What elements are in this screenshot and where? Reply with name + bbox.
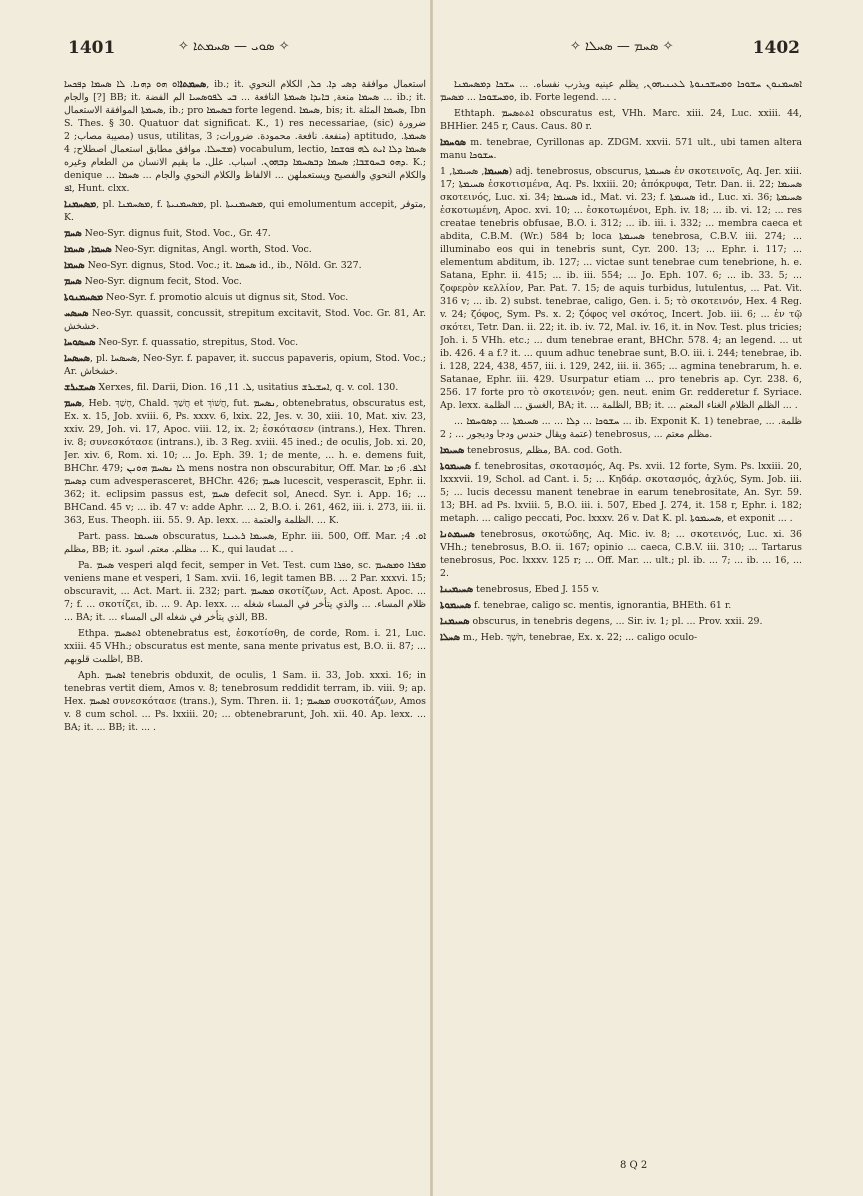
dictionary-entry (440, 444, 802, 457)
entry-headword: ܡܣܚܡܢܐ (64, 199, 97, 210)
entry-text: Neo-Syr. f. promotio alcuis ut dignus sit, Stod. Voc. (103, 292, 349, 303)
dictionary-entry (64, 627, 426, 666)
right-running-title: ✧ ܣܚܡ — ܣܚܠܐ ✧ (570, 39, 674, 54)
dictionary-entry (64, 227, 426, 240)
dictionary-entry (440, 528, 802, 580)
entry-headword: ܣܚܠܐ (440, 632, 460, 643)
entry-text: Neo-Syr. quassit, concussit, strepitum excitavit, Stod. Voc. Gr. 81, Ar. خشخش. (64, 308, 426, 332)
right-page-number: 1402 (752, 38, 800, 58)
dictionary-entry (64, 669, 426, 734)
entry-headword: ܣܚܡܐ (64, 260, 85, 271)
entry-text: Neo-Syr. dignitas, Angl. worth, Stod. Voc. (111, 244, 312, 255)
entry-text: Neo-Syr. dignus, Stod. Voc.; it. ܣܚܡܐ id., ib., Nöld. Gr. 327. (84, 260, 362, 271)
entry-headword: ܣܚܡܬܐ (179, 79, 207, 90)
entry-headword: ܣܚܝܡܐ (484, 166, 509, 177)
entry-text: , pl. ܡܣܚܡܢܐ, f. ܡܣܚܡܢܝܬܐ, pl. ܡܣܚܡܢܝܬܐ, qui emolumentum accepit, متوفر, K. (64, 199, 426, 223)
dictionary-entry (440, 136, 802, 162)
dictionary-entry (64, 78, 426, 195)
dictionary-entry (64, 291, 426, 304)
dictionary-entry (64, 259, 426, 272)
entry-text: , Heb. חָשַׁךְ, Chald. חֲשַׁךְ et חֲשׁוֹךְ, fut. ܢܣܚܡ, obtenebratus, obscuratus est, Ex. x. 15, Job. xviii. 6, Ps. xxxv. 6, lxix. 22, Jes. v. 30, xiii. 10, Mat. xiv. 23, xxiv. 29, Joh. vi. 17, Apoc. viii. 12, ix. 2; ἐσκότασεν (intrans.), Hex. Thren. iv. 8; συνεσκότασε (intrans.), ib. 3 Reg. xviii. 45 ined.; de oculis, Job. xi. 20, Jer. xiv. 6, Rom. xi. 10; ... Jo. Eph. 39. 1; de mente, ... h. e. demens fuit, BHChr. 479; ܠܐ ܢܣܚܡ ܗܘܢܢ mens nostra non obscurabitur, Off. Mar. ܐܠܦ. 6; ܡܐ ܕܣܚܡ cum advesperasceret, BHChr. 426; ܣܚܡ lucescit, vesperascit, Ephr. ii. 362; it. eclipsim passus est, ܣܚܡ defecit sol, Anecd. Syr. i. App. 16; ... BHCand. 45 v; ... ib. 47 v: adde Aphr. ... 2, B.O. i. 261, 462, iii. i. 273, iii. ii. 363, Eus. Theoph. iii. 55. 9. Ap. lexx. ... الظلمة والعتمة. ... K. (64, 398, 426, 526)
entry-text: ܐܘ ܗܘ ܕܗܢܐ. ܠܐ ܣܚܡܐ ܕܦܟܚܐ, ib.; it. استعمال موافقة ܕܣܝ ܕܐ. ܟܠ, الكلام النحوي والجام [?] BB; it. ܣܚܡܐ منعة, ܒܐܝܕܐ ܣܚܡܬܐ النافعة ... ܒܝ ܠܦܘܣܚܝܐ الم الفضة ... ib.; it. ܣܚܡܬܐ الموافقة الاستعمال, ib.; pro ܒܣܚܡܐ forte legend. ܣܚܡܐ, bis; it. ܣܚܡܐ المثلة, Ibn S. Thes. § 30. Quatuor dat significat. K., 1) res necessariae, (sic) ضرورة مصيبة مصاب; 2) usus, utilitas, منفعة. نافعة. محمودة. ضرورات; 3) aptitudo, ܣܚܡܬܐ. ܡܫܚܠܐ. موافق مطابق استعمال اصطلاح; 4) vocabulum, lectio, ܣܚܡܐ ܕܠܐ ܐܝܬ ܠܗ ܦܘܫܩܐ ܕܗܘ ܒܚܘܫܒܐ; ܣܚܡܐ ܕܒܣܚܡܐ ܕܒܗܘܢ. اسباب. علل. ما يقيم الانسان من الطعام وغيره. K.; denique ... والكلام النحوي والفصيح ويستعملهن ... الالفاظ والكلام النحوي والجام ... ܣܚܡܐ ܐܦ, Hunt. clxx. (64, 79, 426, 194)
entry-text: Xerxes, fil. Darii, Dion. ܠ. 11, 16, usitatius ܐܚܫܝܪܫ, q. v. col. 130. (95, 382, 399, 393)
entry-text: Pa. ܣܚܡ vesperi alqd fecit, semper in Vet. Test. cum ܘܦܪܐ, sc. ܡܦܪܐ ܘܡܣܚܡ veniens mane et vesperi, 1 Sam. xvii. 16, legit tamen BB. ... 2 Par. xxxvi. 15; obscuravit, ... Act. Mart. ii. 232; part. ܡܣܚܡ σκοτίζων, Act. Apost. Apoc. ... 7; f. ... σκοτίζει, ib. ... 9. Ap. lexx. ... ظلام المساء. ... والذي يتأخر في المساء شغله ... BA; it. ... الذي يتأخر في شغله الى المساء, BB. (64, 560, 426, 623)
dictionary-entry (64, 307, 426, 333)
right-page-header (440, 38, 800, 62)
dictionary-entry (64, 275, 426, 288)
entry-headword: ܣܚܫܝܪܫ (64, 382, 96, 393)
entry-text: ܐܣܚܡܢܘܢ ܚܫܘܟܐ ܘܡܚܫܟܢܘܬܐ ܠܥܝܢܝܗܘܢ, يظلم عينيه ويذرب نفساه. ... ܚܫܟܐ ܕܡܣܚܡܢܐ ܘܡܚܫܘܟܐ ... ܡܣܚܡ, ib. Forte legend. ... . (440, 79, 802, 103)
entry-headword: ܣܚܝܡܝܢܐ (440, 584, 474, 595)
dictionary-entry (440, 631, 802, 644)
dictionary-entry (440, 415, 802, 441)
entry-text: Neo-Syr. f. quassatio, strepitus, Stod. Voc. (95, 337, 299, 348)
dictionary-entry (440, 460, 802, 525)
entry-text: Aph. ܐܣܚܡ tenebris obduxit, de oculis, 1 Sam. ii. 33, Job. xxxi. 16; in tenebras vertit diem, Amos v. 8; tenebrosum reddidit terram, ib. viii. 9; ap. Hex. ܐܣܚܡ συνεσκότασε (trans.), Sym. Thren. ii. 1; ܡܣܚܡ συσκοτάζων, Amos v. 8 cum schol. ... Ps. lxxiii. 20; ... obtenebrarunt, Joh. xii. 40. Ap. lexx. ... BA; it. ... BB; it. ... . (64, 670, 426, 733)
entry-text: obscurus, in tenebris degens, ... Sir. iv. 1; pl. ... Prov. xxii. 29. (469, 616, 763, 627)
left-page-header (68, 38, 423, 62)
entry-text: Neo-Syr. dignum fecit, Stod. Voc. (81, 276, 242, 287)
left-running-title: ✧ ܣܘܝ — ܣܚܡܬܐ ✧ (178, 39, 290, 54)
entry-text: tenebrosus, Ebed J. 155 v. (473, 584, 600, 595)
entry-headword: ܣܚܝܡܘܬܐ (440, 461, 472, 472)
right-text-column (440, 78, 802, 1168)
dictionary-entry (64, 243, 426, 256)
dictionary-entry (64, 559, 426, 624)
entry-headword: ܡܣܚܡܢܘܬܐ (64, 292, 104, 303)
entry-text: f. tenebrositas, σκοτασμός, Aq. Ps. xvii. 12 forte, Sym. Ps. lxxiii. 20, lxxxvii. 19, Schol. ad Cant. i. 5; ... Κηδάρ. σκοτασμός, ἀχλύς, Sym. Job. iii. 5; ... lucis decessu manent tenebrae in earum tenebrositate, An. Syr. 59. 13; BH. ad Ps. lxviii. 5, B.O. iii. i. 507, Ebed J. 274, it. 158 r, Ephr. i. 182; metaph. ... caligo peccati, Poc. lxxxv. 26 v. Dat K. pl. ܣܚܝܡܘܬܐ, et exponit ... . (440, 461, 802, 524)
left-text-column (64, 78, 426, 1168)
entry-headword: ܣܚܝܡܘܬܐ (440, 600, 472, 611)
left-page-number: 1401 (68, 38, 116, 58)
entry-text: ... ܚܫܘܟܐ ... ܕܠܐ ... ... ܣܚܝܡܬܐ ... ܕܣܘܚܡܐ ... ib. Exponit K. 1) tenebrae, ... ظلمة. عتمة ويقال حندس ودجا وديجور ... ; 2) tenebrosus, ... مظلم معتم. (440, 416, 802, 440)
dictionary-entry (64, 336, 426, 349)
entry-headword: ܣܚܡܐ, ܣܚܡܐ (64, 244, 112, 255)
entry-headword: ܣܚܣܚ (64, 308, 89, 319)
dictionary-entry (64, 397, 426, 527)
entry-headword: ܣܚܝܡܐ (440, 445, 465, 456)
entry-text: m., Heb. חֹשֶׁךְ, tenebrae, Ex. x. 22; ... caligo oculo- (459, 632, 698, 643)
entry-text: f. tenebrae, caligo sc. mentis, ignorantia, BHEth. 61 r. (471, 600, 732, 611)
signature-mark: 8 Q 2 (620, 1160, 648, 1171)
dictionary-entry (440, 615, 802, 628)
entry-text: , ܣܚܝܡܬܐ, 1) adj. tenebrosus, obscurus, ܣܚܝܡܬܐ ἐν σκοτεινοῖς, Aq. Jer. xiii. 17; ܣܚܝܡܬܐ ἐσκοτισμένα, Aq. Ps. lxxiii. 20; ἀπόκρυφα, Tetr. Dan. ii. 22; ܣܚܝܡܐ σκοτεινός, Luc. xi. 34; ܣܚܝܡܐ id., Mat. vi. 23; f. ܣܚܝܡܬܐ id., Luc. xi. 36; ܣܚܝܡܬܐ ἐσκοτωμένη, Apoc. xvi. 10; ... ἐσκοτωμένοι, Eph. iv. 18; ... ib. vi. 12; ... res creatae tenebris obfusae, B.O. i. 312; ... ib. iii. i. 332; ... membra caeca et abdita, C.B.M. (Wr.) 584 b; loca ܣܚܝܡܬܐ tenebrosa, C.B.V. iii. 274; ... illuminabo eos qui in tenebris sunt, Cyr. 200. 13; ... Ephr. i. 117; ... elementum abditum, ib. 127; ... victae sunt tenebrae cum tenebrione, h. e. Satana, Ephr. ii. 415; ... ib. iii. 554; ... Jo. Eph. 107. 6; ... ib. 33. 5; ... ζοφερὸν κελλίον, Par. Pat. 7. 15; de aquis turbidus, lutulentus, ... Pat. Vit. 316 v; ... ib. 2) subst. tenebrae, caligo, Gen. i. 5; τὸ σκοτεινόν, Hex. 4 Reg. v. 24; ζόφος, Sym. Ps. x. 2; ζόφος vel σκότος, Incert. Job. iii. 6; ... ἐν τῷ σκότει, Tetr. Dan. ii. 22; it. ib. iv. 72, Mal. iv. 16, it. in Nov. Test. plus tricies; Joh. i. 5 VHh. etc.; ... dum tenebrae erant, BHChr. 578. 4; an legend. ... ut ib. 426. 4 a f.? it. ... quum adhuc tenebrae sunt, B.O. iii. i. 244; tenebrae, ib. i. 128, 224, 438, 457, iii. i. 129, 242, iii. ii. 365; ... agmina tenebrarum, h. e. Satanae, Ephr. iii. 429. Usurpatur etiam ... pro tenebris ap. Cyr. 238. 6, 256. 17 forte pro τὸ σκοτεινόν; gen. neut. enim Gr. redderetur f. Syriace. Ap. lexx. الغسق ... الظلمة, BA; it. ... الظلمة, BB; it. ... الظلم الظلام الغناء المعتم ... . (440, 166, 802, 411)
dictionary-entry (440, 107, 802, 133)
entry-headword: ܣܚܣܚܐ (64, 353, 90, 364)
dictionary-entry (64, 530, 426, 556)
entry-text: Neo-Syr. dignus fuit, Stod. Voc., Gr. 47. (81, 228, 271, 239)
entry-headword: ܣܚܝܡܢܐ (440, 616, 470, 627)
dictionary-entry (64, 198, 426, 224)
entry-headword: ܣܚܡ (64, 398, 82, 409)
page-gutter (430, 0, 433, 1196)
entry-headword: ܣܘܚܡܐ (440, 137, 466, 148)
dictionary-entry (440, 583, 802, 596)
entry-text: tenebrosus, مظلم, BA. cod. Goth. (464, 445, 623, 456)
entry-headword: ܣܚܣܘܚܐ (64, 337, 96, 348)
entry-text: Ethtaph. ܐܬܬܣܚܡ obscuratus est, VHh. Marc. xiii. 24, Luc. xxiii. 44, BHHier. 245 r, Caus. Caus. 80 r. (440, 108, 802, 132)
dictionary-entry (440, 78, 802, 104)
entry-text: Part. pass. ܣܚܝܡܐ obscuratus, ܣܚܝܡܐ ܪܥܝܢܐ, Ephr. iii. 500, Off. Mar. ܐܘ. 4; مظلم, BB; it. مظلم. معتم. اسود ... K., qui laudat ... . (64, 531, 426, 555)
entry-text: , pl. ܣܚܣܚܐ, Neo-Syr. f. papaver, it. succus papaveris, opium, Stod. Voc.; Ar. خشخاش. (64, 353, 426, 377)
dictionary-entry (64, 352, 426, 378)
dictionary-entry (64, 381, 426, 394)
entry-headword: ܣܚܡ (64, 228, 82, 239)
entry-headword: ܣܚܡ (64, 276, 82, 287)
dictionary-entry (440, 165, 802, 412)
dictionary-entry (440, 599, 802, 612)
entry-text: Ethpa. ܐܬܣܚܡ obtenebratus est, ἐσκοτίσθη, de corde, Rom. i. 21, Luc. xxiii. 45 VHh.; obscuratus est mente, sana mente privatus est, B.O. ii. 87; ... اظلمت قلوبهم, BB. (64, 628, 426, 665)
entry-headword: ܣܚܝܡܬܢܐ (440, 529, 475, 540)
entry-text: tenebrosus, σκοτώδης, Aq. Mic. iv. 8; ... σκοτεινός, Luc. xi. 36 VHh.; tenebrosus, B.O. ii. 167; opinio ... caeca, C.B.V. iii. 310; ... Tartarus tenebrosus, Poc. lxxxv. 125 r; ... Off. Mar. ... ult.; pl. ib. ... 7; ... ib. ... 16, ... 2. (440, 529, 802, 579)
entry-text: m. tenebrae, Cyrillonas ap. ZDGM. xxvii. 571 ult., ubi tamen altera manu ܚܫܘܟܐ. (440, 137, 802, 161)
